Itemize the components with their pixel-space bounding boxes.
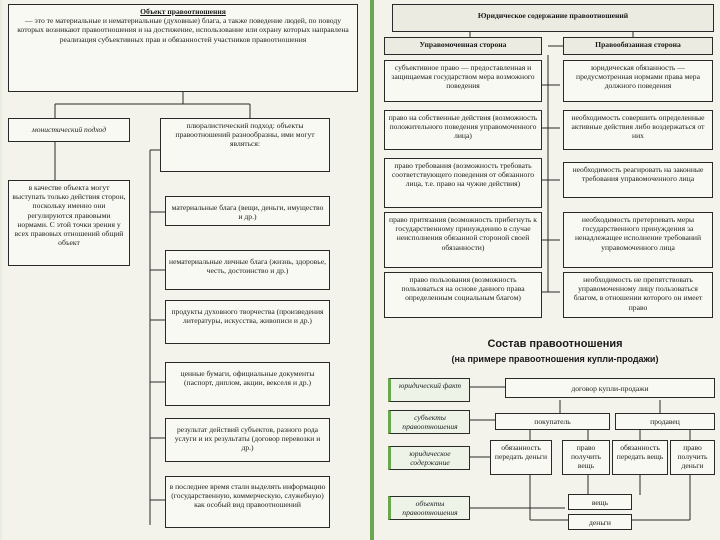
object-label: объекты правоотношения: [402, 499, 458, 518]
object-item-text: ценные бумаги, официальные документы (паспорт, диплом, акции, векселя и др.): [180, 369, 315, 388]
seller-right-label: право получить деньги: [677, 443, 708, 471]
buyer-right-label: право получить вещь: [570, 443, 601, 471]
seller-duty-label: обязанность передать вещь: [616, 443, 664, 462]
duty-box-2: [563, 110, 713, 150]
object-item-6: [165, 476, 330, 528]
legal-fact-label: юридический факт: [398, 381, 462, 390]
edge-mark: [0, 0, 2, 540]
monistic-description: в качестве объекта могут выступать только действия сторон, поскольку именно они регулируются правовыми нормами. С этой точки зрения у всех правовых отношений общий объект: [12, 183, 126, 248]
thing-label: вещь: [591, 498, 609, 507]
seller-duty-box: [612, 440, 668, 475]
buyer-duty-box: [490, 440, 552, 475]
object-item-4: [165, 362, 330, 406]
right-text: право притязания (возможность прибегнуть к государственному принуждению в случае неисполнения обязанной стороной своей обязанности): [389, 215, 537, 252]
object-definition-box: [8, 4, 358, 92]
duty-text: необходимость совершить определенные активные действия либо воздержаться от них: [571, 113, 705, 141]
monistic-description-box: [8, 180, 130, 266]
contract-box: [505, 378, 715, 398]
divider-strip: [370, 0, 374, 540]
subjects-label: субъекты правоотношения: [402, 413, 458, 432]
thing-box: [568, 494, 632, 510]
object-item-2: [165, 250, 330, 290]
object-item-1: [165, 196, 330, 226]
duty-text: юридическая обязанность — предусмотренная нормами права мера должного поведения: [576, 63, 700, 91]
buyer-label: покупатель: [534, 417, 571, 426]
duty-text: необходимость реагировать на законные требования управомоченного лица: [572, 165, 704, 184]
legal-content-title: Юридическое содержание правоотношений: [477, 11, 629, 20]
right-box-2: [384, 110, 542, 150]
monistic-label: монистический подход: [31, 125, 107, 134]
duty-text: необходимость не препятствовать управомоченному лицу пользоваться благом, в отношении которого он имеет право: [573, 275, 703, 312]
authorized-party-label: Управомоченная сторона: [419, 40, 507, 49]
object-item-text: нематериальные личные блага (жизнь, здоровье, честь, достоинство и др.): [169, 257, 326, 276]
contract-label: договор купли-продажи: [571, 384, 649, 393]
buyer-duty-label: обязанность передать деньги: [494, 443, 548, 462]
duty-box-4: [563, 212, 713, 268]
duty-text: необходимость претерпевать меры государственного принуждения за ненадлежащее исполнение требований управомоченного лица: [574, 215, 702, 252]
object-item-text: результат действий субъектов, разного рода услуги и их результаты (договор перевозки и др.): [174, 425, 321, 453]
money-label: деньги: [589, 518, 611, 527]
right-box-5: [384, 272, 542, 318]
legal-content-label: юридическое содержание: [409, 449, 451, 468]
buyer-right-box: [562, 440, 610, 475]
object-item-text: продукты духовного творчества (произведения литературы, искусства, живописи и др.): [171, 307, 324, 326]
right-text: право требования (возможность требовать соответствующего поведения от обязанного лица, т.е. право на чужие действия): [391, 161, 535, 189]
object-item-5: [165, 418, 330, 462]
object-description: — это те материальные и нематериальные (духовные) блага, а также поведение людей, по поводу которых возникают правоотношения и на достижение, использование или охрану которых направлена реализация субъективных прав и обязанностей участников правоотношения: [17, 16, 349, 44]
legal-fact-box: [388, 378, 470, 402]
pluralistic-label: плюралистический подход: объекты правоотношений разнообразны, ими могут являться:: [175, 121, 315, 149]
right-text: субъективное право — предоставленная и защищаемая государством мера возможного поведения: [391, 63, 535, 91]
subjects-box: [388, 410, 470, 434]
duty-box-3: [563, 162, 713, 198]
legal-content-title-box: [392, 4, 714, 32]
obligated-party-box: [563, 37, 713, 55]
right-box-4: [384, 212, 542, 268]
money-box: [568, 514, 632, 530]
right-box-1: [384, 60, 542, 102]
seller-label: продавец: [650, 417, 680, 426]
object-box: [388, 496, 470, 520]
object-item-3: [165, 300, 330, 344]
seller-right-box: [670, 440, 715, 475]
seller-box: [615, 413, 715, 430]
monistic-approach-box: [8, 118, 130, 142]
duty-box-1: [563, 60, 713, 102]
composition-subtitle: (на примере правоотношения купли-продажи): [451, 354, 659, 364]
right-box-3: [384, 158, 542, 208]
object-item-text: в последнее время стали выделять информацию (государственную, коммерческую, служебную) как особый вид правоотношений: [169, 482, 326, 510]
authorized-party-box: [384, 37, 542, 55]
right-text: право пользования (возможность пользоваться на основе данного права определенным социальным благом): [401, 275, 525, 303]
pluralistic-approach-box: [160, 118, 330, 172]
obligated-party-label: Правообязанная сторона: [595, 40, 681, 49]
duty-box-5: [563, 272, 713, 318]
buyer-box: [495, 413, 610, 430]
object-title: Объект правоотношения: [140, 7, 226, 16]
right-text: право на собственные действия (возможность положительного поведения управомоченного лица): [388, 113, 538, 141]
legal-content-box: [388, 446, 470, 470]
composition-title: Состав правоотношения: [487, 338, 623, 350]
object-item-text: материальные блага (вещи, деньги, имущество и др.): [171, 203, 324, 222]
